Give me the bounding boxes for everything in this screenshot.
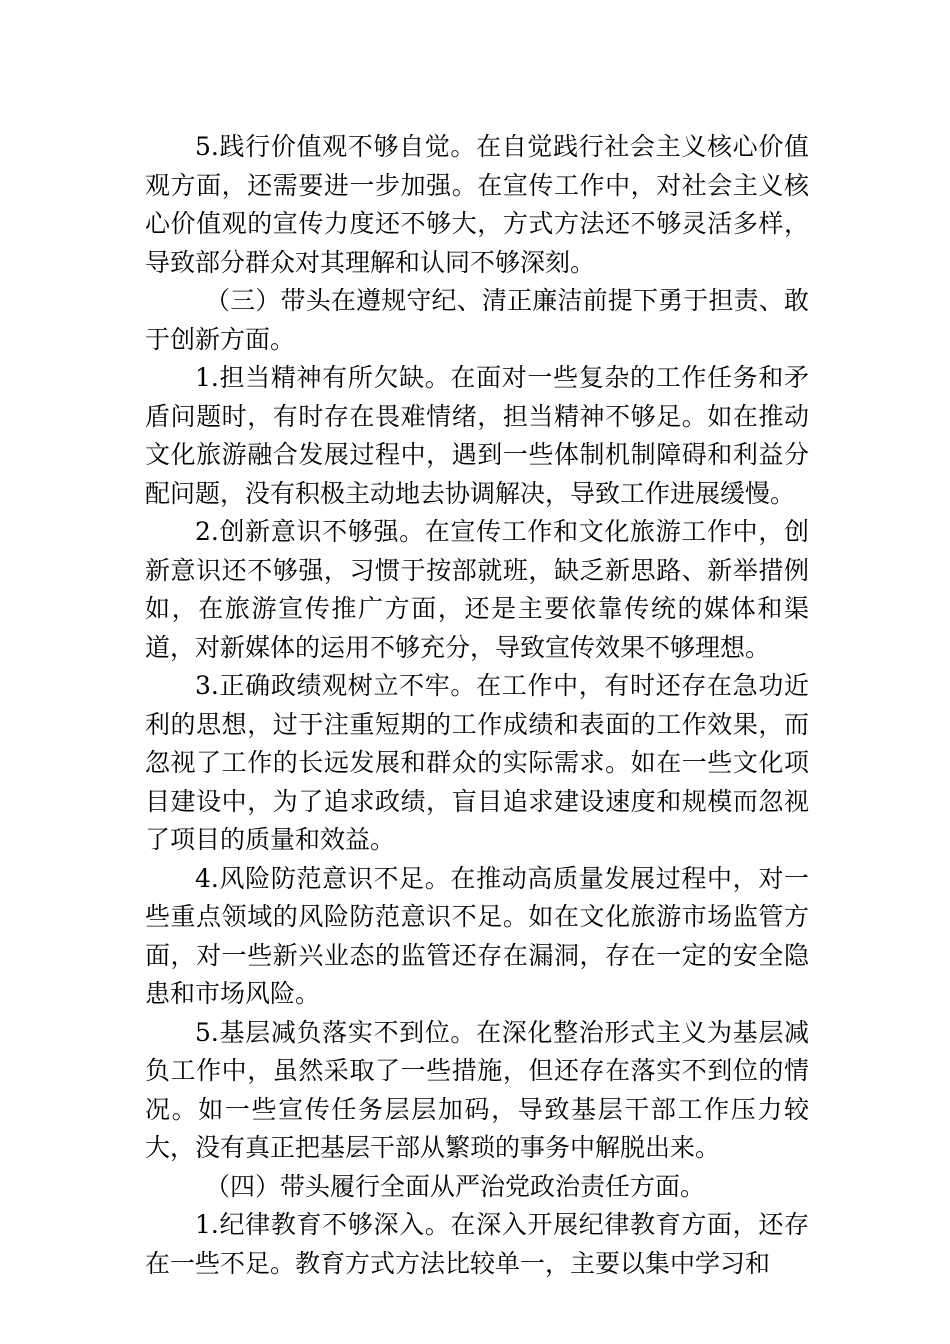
paragraph-7: 1.纪律教育不够深入。在深入开展纪律教育方面，还存在一些不足。教育方式方法比较单一，主要以集中学习和 — [145, 1210, 809, 1278]
section-heading-3: （三）带头在遵规守纪、清正廉洁前提下勇于担责、敢于创新方面。 — [145, 286, 809, 354]
paragraph-3: 2.创新意识不够强。在宣传工作和文化旅游工作中，创新意识还不够强，习惯于按部就班，缺乏新思路、新举措例如，在旅游宣传推广方面，还是主要依靠传统的媒体和渠道，对新媒体的运用不够充分，导致宣传效果不够理想。 — [145, 517, 809, 662]
paragraph-5: 4.风险防范意识不足。在推动高质量发展过程中，对一些重点领域的风险防范意识不足。如在文化旅游市场监管方面，对一些新兴业态的监管还存在漏洞，存在一定的安全隐患和市场风险。 — [145, 863, 809, 1008]
paragraph-4: 3.正确政绩观树立不牢。在工作中，有时还存在急功近利的思想，过于注重短期的工作成绩和表面的工作效果，而忽视了工作的长远发展和群众的实际需求。如在一些文化项目建设中，为了追求政绩，盲目追求建设速度和规模而忽视了项目的质量和效益。 — [145, 671, 809, 854]
document-body — [145, 128, 809, 1283]
paragraph-1: 5.践行价值观不够自觉。在自觉践行社会主义核心价值观方面，还需要进一步加强。在宣传工作中，对社会主义核心价值观的宣传力度还不够大，方式方法还不够灵活多样，导致部分群众对其理解和认同不够深刻。 — [145, 132, 809, 277]
section-heading-4: （四）带头履行全面从严治党政治责任方面。 — [205, 1171, 706, 1201]
paragraph-2: 1.担当精神有所欠缺。在面对一些复杂的工作任务和矛盾问题时，有时存在畏难情绪，担当精神不够足。如在推动文化旅游融合发展过程中，遇到一些体制机制障碍和利益分配问题，没有积极主动地去协调解决，导致工作进展缓慢。 — [145, 363, 809, 508]
paragraph-6: 5.基层减负落实不到位。在深化整治形式主义为基层减负工作中，虽然采取了一些措施，但还存在落实不到位的情况。如一些宣传任务层层加码，导致基层干部工作压力较大，没有真正把基层干部从繁琐的事务中解脱出来。 — [145, 1017, 809, 1162]
